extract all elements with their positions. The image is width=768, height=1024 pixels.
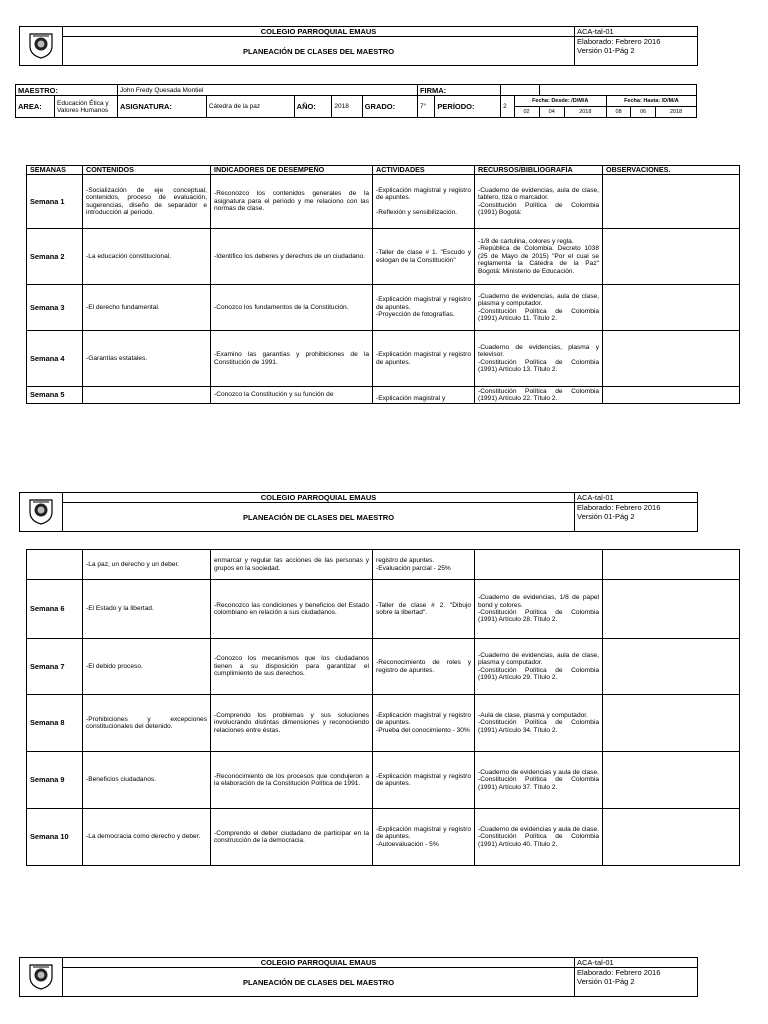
contenidos-cell: -La paz, un derecho y un deber. [83,550,211,580]
col-header-contenidos: CONTENIDOS [83,166,211,175]
semana-cell: Semana 9 [27,752,83,809]
indicadores-cell: -Comprendo los problemas y sus soluciones involucrando distintas dimensiones y reconociendo relaciones entre éstas. [211,695,373,752]
periodo-label: PERÍODO: [435,96,501,118]
semana-cell: Semana 8 [27,695,83,752]
fecha-hasta-label: Fecha: Hasta: /D/M/A [606,96,696,107]
contenidos-cell: -Prohibiciones y excepciones constitucionales del detenido. [83,695,211,752]
document-meta [575,968,698,997]
page-header [19,26,698,66]
actividades-cell: -Explicación magistral y registro de apuntes. [373,752,475,809]
table-row [27,809,740,866]
maestro-label: MAESTRO: [16,85,118,96]
semana-cell: Semana 2 [27,229,83,285]
semana-cell: Semana 3 [27,285,83,331]
semana-cell: Semana 7 [27,639,83,695]
indicadores-cell: -Conozco los mecanismos que los ciudadanos tienen a su disposición para garantizar el cumplimiento de sus derechos. [211,639,373,695]
school-logo-cell [20,958,63,997]
contenidos-cell [83,387,211,404]
semana-cell: Semana 4 [27,331,83,387]
asignatura-value: Cátedra de la paz [206,96,294,118]
actividades-cell: -Explicación magistral y [373,387,475,404]
teacher-info-table [15,84,697,118]
indicadores-cell: enmarcar y regular las acciones de las personas y grupos en la sociedad. [211,550,373,580]
desde-dia: 02 [514,107,539,118]
observaciones-cell [603,387,740,404]
school-name: COLEGIO PARROQUIAL EMAUS [63,493,575,503]
table-row [27,752,740,809]
fecha-desde-label: Fecha: Desde: /D/M/A [514,96,606,107]
document-code: ACA-tal-01 [575,27,698,37]
observaciones-cell [603,639,740,695]
ano-value: 2018 [332,96,362,118]
firma-value [501,85,540,96]
area-value: Educación Ética y Valores Humanos [55,96,118,118]
elaborated-date: Elaborado: Febrero 2016 [577,968,661,977]
actividades-cell: -Taller de clase # 1. "Escudo y eslogan de la Constitución" [373,229,475,285]
recursos-cell [475,550,603,580]
school-crest-icon [28,497,54,525]
indicadores-cell: -Comprendo el deber ciudadano de participar en la construcción de la democracia. [211,809,373,866]
grado-label: GRADO: [362,96,417,118]
table-row [27,639,740,695]
indicadores-cell: -Identifico los deberes y derechos de un ciudadano. [211,229,373,285]
recursos-cell: -Cuaderno de evidencias, plasma y televisor. -Constitución Política de Colombia (1991) Artículo 13. Título 2. [475,331,603,387]
actividades-cell: -Taller de clase # 2. "Dibujo sobre la libertad". [373,580,475,639]
observaciones-cell [603,695,740,752]
contenidos-cell: -Beneficios ciudadanos. [83,752,211,809]
lesson-plan-body-continued [27,550,740,866]
indicadores-cell: -Reconozco los contenidos generales de la asignatura para el periodo y me relaciono con las normas de clase. [211,175,373,229]
maestro-value: John Fredy Quesada Montiel [118,85,418,96]
lesson-plan-table [26,165,740,404]
observaciones-cell [603,285,740,331]
observaciones-cell [603,580,740,639]
actividades-cell: -Explicación magistral y registro de apuntes. -Prueba del conocimiento - 30% [373,695,475,752]
table-row [27,580,740,639]
indicadores-cell: -Conozco la Constitución y su función de [211,387,373,404]
actividades-cell: -Explicación magistral y registro de apuntes. -Autoevaluación - 5% [373,809,475,866]
page-header [19,957,698,997]
semana-cell: Semana 6 [27,580,83,639]
contenidos-cell: -La educación constitucional. [83,229,211,285]
firma-label: FIRMA: [417,85,500,96]
firma-blank [539,85,696,96]
contenidos-cell: -La democracia como derecho y deber. [83,809,211,866]
actividades-cell: -Explicación magistral y registro de apuntes. [373,331,475,387]
recursos-cell: -Cuaderno de evidencias, 1/8 de papel bond y colores. -Constitución Política de Colombia (1991) Artículo 28. Título 2. [475,580,603,639]
document-title: PLANEACIÓN DE CLASES DEL MAESTRO [63,968,575,997]
version-page: Versión 01-Pág 2 [577,977,635,986]
grado-value: 7° [417,96,434,118]
school-logo-cell [20,27,63,66]
table-row [27,175,740,229]
col-header-recursos: RECURSOS/BIBLIOGRAFÍA [475,166,603,175]
indicadores-cell: -Conozco los fundamentos de la Constitución. [211,285,373,331]
observaciones-cell [603,809,740,866]
table-row [27,285,740,331]
recursos-cell: -Cuaderno de evidencias, aula de clase, plasma y computador. -Constitución Política de Colombia (1991) Artículo 29. Título 2. [475,639,603,695]
col-header-observaciones: OBSERVACIONES. [603,166,740,175]
table-row [27,387,740,404]
hasta-ano: 2018 [655,107,696,118]
col-header-actividades: ACTIVIDADES [373,166,475,175]
school-crest-icon [28,962,54,990]
observaciones-cell [603,331,740,387]
recursos-cell: -Constitución Política de Colombia (1991) Artículo 22. Título 2. [475,387,603,404]
observaciones-cell [603,229,740,285]
document-title: PLANEACIÓN DE CLASES DEL MAESTRO [63,503,575,532]
hasta-dia: 08 [606,107,631,118]
semana-cell [27,550,83,580]
col-header-indicadores: INDICADORES DE DESEMPEÑO [211,166,373,175]
table-row [27,695,740,752]
school-crest-icon [28,31,54,59]
contenidos-cell: -El derecho fundamental. [83,285,211,331]
desde-mes: 04 [539,107,564,118]
col-header-semanas: SEMANAS [27,166,83,175]
lesson-plan-table-continued [26,549,740,866]
table-row [27,550,740,580]
document-meta [575,503,698,532]
table-row [27,229,740,285]
area-label: AREA: [16,96,55,118]
hasta-mes: 06 [631,107,656,118]
recursos-cell: -1/8 de cartulina, colores y regla. -República de Colombia. Decreto 1038 (25 de Mayo de 2015) "Por el cual se reglamenta la Cátedra de la Paz" Bogotá: Ministerio de Educación. [475,229,603,285]
page-header [19,492,698,532]
semana-cell: Semana 5 [27,387,83,404]
indicadores-cell: -Reconozco las condiciones y beneficios del Estado colombiano en relación a sus ciudadanos. [211,580,373,639]
elaborated-date: Elaborado: Febrero 2016 [577,503,661,512]
actividades-cell: -Explicación magistral y registro de apuntes. -Proyección de fotografías. [373,285,475,331]
ano-label: AÑO: [294,96,332,118]
desde-ano: 2018 [564,107,606,118]
asignatura-label: ASIGNATURA: [118,96,207,118]
school-name: COLEGIO PARROQUIAL EMAUS [63,958,575,968]
document-meta [575,37,698,66]
observaciones-cell [603,550,740,580]
document-code: ACA-tal-01 [575,958,698,968]
observaciones-cell [603,752,740,809]
contenidos-cell: -El debido proceso. [83,639,211,695]
recursos-cell: -Cuaderno de evidencias y aula de clase. -Constitución Política de Colombia (1991) Artículo 40. Título 2. [475,809,603,866]
contenidos-cell: -El Estado y la libertad. [83,580,211,639]
elaborated-date: Elaborado: Febrero 2016 [577,37,661,46]
version-page: Versión 01-Pág 2 [577,512,635,521]
indicadores-cell: -Reconocimiento de los procesos que condujeron a la elaboración de la Constitución Política de 1991. [211,752,373,809]
version-page: Versión 01-Pág 2 [577,46,635,55]
contenidos-cell: -Socialización de eje conceptual, contenidos, proceso de evaluación, sugerencias, diseño de separador e introducción al periodo. [83,175,211,229]
contenidos-cell: -Garantías estatales. [83,331,211,387]
document-code: ACA-tal-01 [575,493,698,503]
school-logo-cell [20,493,63,532]
recursos-cell: -Aula de clase, plasma y computador. -Constitución Política de Colombia (1991) Artículo 34. Título 2. [475,695,603,752]
recursos-cell: -Cuaderno de evidencias y aula de clase. -Constitución Política de Colombia (1991) Artículo 37. Título 2. [475,752,603,809]
periodo-value: 2 [501,96,514,118]
recursos-cell: -Cuaderno de evidencias, aula de clase, tablero, tiza o marcador. -Constitución Política de Colombia (1991) Bogotá: [475,175,603,229]
indicadores-cell: -Examino las garantías y prohibiciones de la Constitución de 1991. [211,331,373,387]
observaciones-cell [603,175,740,229]
actividades-cell: -Explicación magistral y registro de apuntes. -Reflexión y sensibilización. [373,175,475,229]
actividades-cell: registro de apuntes. -Evaluación parcial - 25% [373,550,475,580]
document-title: PLANEACIÓN DE CLASES DEL MAESTRO [63,37,575,66]
recursos-cell: -Cuaderno de evidencias, aula de clase, plasma y computador. -Constitución Política de Colombia (1991) Artículo 11. Título 2. [475,285,603,331]
lesson-plan-body [27,175,740,404]
actividades-cell: -Reconocimiento de roles y registro de apuntes. [373,639,475,695]
school-name: COLEGIO PARROQUIAL EMAUS [63,27,575,37]
semana-cell: Semana 1 [27,175,83,229]
semana-cell: Semana 10 [27,809,83,866]
table-row [27,331,740,387]
